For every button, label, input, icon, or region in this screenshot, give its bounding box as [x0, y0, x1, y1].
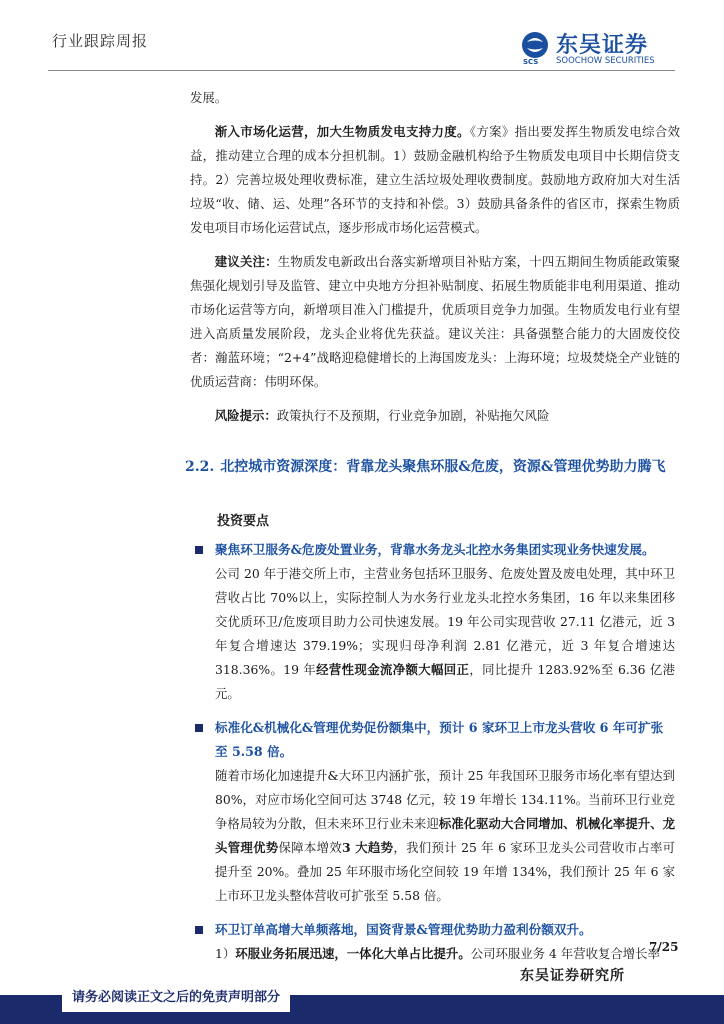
- page-number: 7/25: [649, 940, 679, 954]
- paragraph-continuation: 发展。: [190, 90, 228, 105]
- paragraph-text: 《方案》指出要发挥生物质发电综合效益，推动建立合理的成本分担机制。1）鼓励金融机构给予生物质发电项目中长期信贷支持。2）完善垃圾处理收费标准，建立生活垃圾处理收费制度。鼓励地方政府加大对生活垃圾“收、储、运、处理”各环节的支持和补偿。3）鼓励具备条件的省区市，探索生物质发电项目市场化运营试点，逐步形成市场化运营模式。: [190, 124, 680, 235]
- paragraph-risk: [190, 404, 680, 428]
- paragraph-lead: 风险提示：: [214, 408, 277, 423]
- company-logo: [520, 28, 670, 66]
- bullet-body: 公司 20 年于港交所上市，主营业务包括环卫服务、危废处置及废电处理，其中环卫营收占比 70%以上，实际控制人为水务行业龙头北控水务集团，16 年以来集团移交优质环卫/危废项目助力公司快速发展。19 年公司实现营收 27.11 亿港元，近 3 年复合增速达 379.19%；实现归母净利润 2.81 亿港元，近 3 年复合增速达 318.36%。19 年经营性现金流净额大幅回正，同比提升 1283.92%至 6.36 亿港元。: [215, 566, 676, 701]
- paragraph-text: 政策执行不及预期，行业竞争加剧，补贴拖欠风险: [276, 408, 550, 423]
- section-heading: [185, 454, 685, 480]
- paragraph-text: 生物质发电新政出台落实新增项目补贴方案，十四五期间生物质能政策聚焦强化规划引导及监管、建立中央地方分担补贴制度、拓展生物质能非电利用渠道、推动市场化运营等方向，新增项目准入门槛提升，优质项目竞争力加强。生物质发电行业有望进入高质量发展阶段，龙头企业将优先获益。建议关注：具备强整合能力的大固废佼佼者：瀚蓝环境；“2+4”战略迎稳健增长的上海国废龙头：上海环境；垃圾焚烧全产业链的优质运营商：伟明环保。: [190, 254, 680, 389]
- bullet-item: [215, 538, 675, 706]
- logo-english-name: SOOCHOW SECURITIES: [556, 56, 655, 66]
- research-institute-label: 东吴证券研究所: [520, 968, 625, 984]
- bullet-body: 1）环服业务拓展迅速，一体化大单占比提升。公司环服业务 4 年营收复合增长率: [215, 946, 660, 961]
- report-type-title: 行业跟踪周报: [52, 32, 149, 50]
- investment-points-heading: 投资要点: [217, 514, 270, 529]
- bullet-item: [215, 918, 675, 966]
- bullet-square-icon: [195, 724, 203, 732]
- soochow-logo-icon: [520, 30, 550, 60]
- bullet-headline: 标准化&机械化&管理优势促份额集中，预计 6 家环卫上市龙头营收 6 年可扩张至 5.58 倍。: [215, 720, 664, 759]
- bullet-body: 随着市场化加速提升&大环卫内涵扩张，预计 25 年我国环卫服务市场化率有望达到 80%，对应市场化空间可达 3748 亿元，较 19 年增长 134.11%。当前环卫行业竞争格局较为分散，但未来环卫行业未来迎标准化驱动大合同增加、机械化率提升、龙头管理优势保障本增效3 大趋势，我们预计 25 年 6 家环卫龙头公司营收市占率可提升至 20%。叠加 25 年环服市场化空间较 19 年增 134%，我们预计 25 年 6 家上市环卫龙头整体营收可扩张至 5.58 倍。: [215, 768, 676, 903]
- bullet-square-icon: [195, 546, 203, 554]
- bullet-headline: 聚焦环卫服务&危废处置业务，背靠水务龙头北控水务集团实现业务快速发展。: [215, 542, 655, 557]
- paragraph-lead: 建议关注：: [214, 254, 278, 269]
- paragraph-recommendation: [190, 250, 680, 394]
- section-title: 北控城市资源深度：背靠龙头聚焦环服&危废，资源&管理优势助力腾飞: [220, 459, 666, 475]
- body-text: [190, 86, 680, 438]
- paragraph-market-operation: [190, 120, 680, 240]
- bullet-headline: 环卫订单高增大单频落地，国资背景&管理优势助力盈利份额双升。: [215, 922, 592, 937]
- bullet-list: [215, 538, 675, 976]
- disclaimer-notice: 请务必阅读正文之后的免责声明部分: [62, 984, 290, 1012]
- header-divider: [48, 70, 675, 71]
- paragraph-lead: 渐入市场化运营，加大生物质发电支持力度。: [214, 124, 470, 139]
- bullet-square-icon: [195, 926, 203, 934]
- logo-abbrev: SCS: [523, 58, 539, 66]
- logo-chinese-name: 东吴证券: [556, 33, 649, 58]
- bullet-item: [215, 716, 675, 908]
- section-number: 2.2.: [185, 459, 215, 475]
